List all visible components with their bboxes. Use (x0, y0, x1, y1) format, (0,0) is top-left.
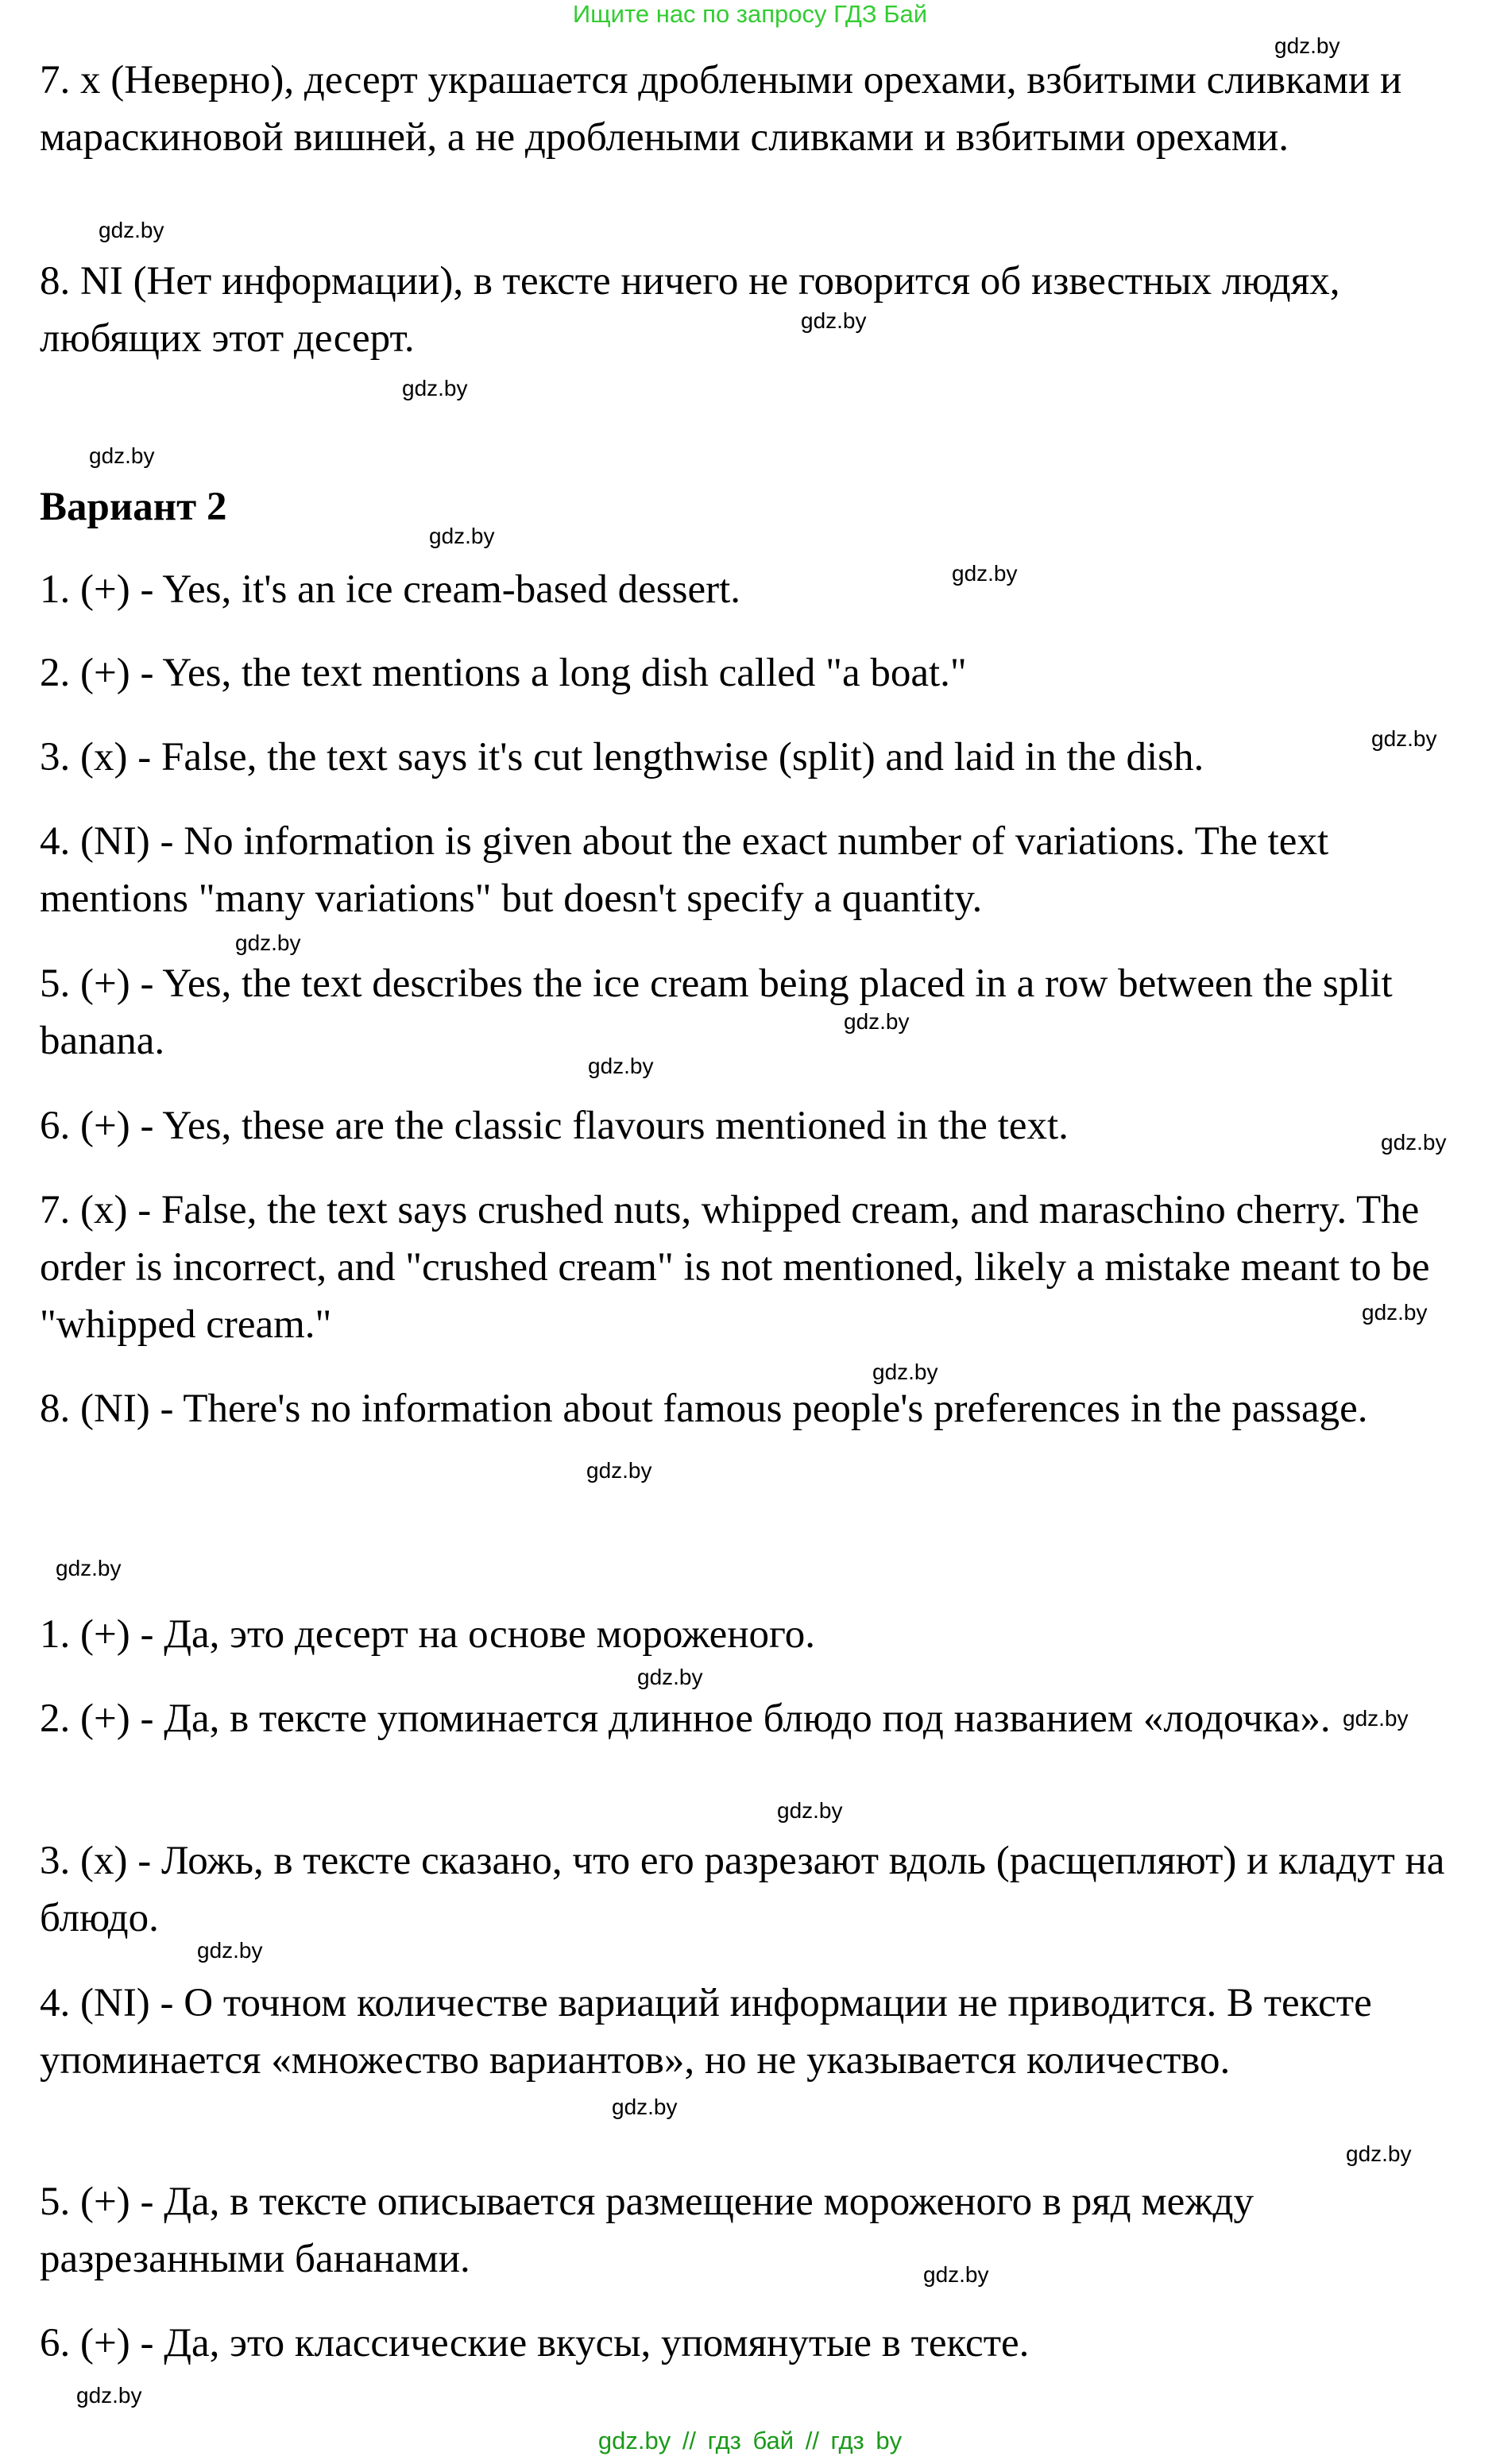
answer-ru-v2-1: 1. (+) - Да, это десерт на основе мороженого. (40, 1612, 815, 1657)
watermark: gdz.by (197, 1938, 263, 1963)
search-banner[interactable]: Ищите нас по запросу ГДЗ Бай (572, 0, 928, 28)
watermark: gdz.by (402, 376, 468, 400)
watermark: gdz.by (56, 1556, 122, 1580)
watermark: gdz.by (586, 1458, 652, 1483)
watermark: gdz.by (801, 308, 867, 333)
watermark: gdz.by (429, 524, 495, 548)
answer-ru-v2-4: 4. (NI) - О точном количестве вариаций информации не приводится. В тексте упоминается «множество вариантов», но не указывается количество. (40, 1981, 1372, 2083)
watermark: gdz.by (1274, 33, 1340, 58)
answer-ru-8: 8. NI (Нет информации), в тексте ничего не говорится об известных людях, любящих этот десерт. (40, 259, 1340, 361)
watermark: gdz.by (89, 443, 155, 468)
watermark: gdz.by (588, 1054, 654, 1078)
watermark: gdz.by (1381, 1130, 1447, 1155)
watermark: gdz.by (235, 930, 301, 955)
watermark: gdz.by (1346, 2141, 1412, 2166)
watermark: gdz.by (777, 1798, 843, 1823)
answer-en-5: 5. (+) - Yes, the text describes the ice cream being placed in a row between the split banana. (40, 961, 1393, 1063)
watermark: gdz.by (76, 2383, 142, 2408)
answer-en-8: 8. (NI) - There's no information about famous people's preferences in the passage. (40, 1387, 1368, 1431)
watermark: gdz.by (1343, 1706, 1409, 1731)
answer-en-2: 2. (+) - Yes, the text mentions a long dish called "a boat." (40, 651, 967, 695)
answer-ru-7: 7. х (Неверно), десерт украшается дроблеными орехами, взбитыми сливками и мараскиновой вишней, а не дроблеными сливками и взбитыми орехами. (40, 58, 1402, 160)
answer-en-1: 1. (+) - Yes, it's an ice cream-based dessert. (40, 567, 741, 612)
watermark: gdz.by (923, 2262, 989, 2287)
watermark: gdz.by (99, 218, 164, 242)
watermark: gdz.by (612, 2095, 678, 2119)
footer-links[interactable]: gdz.by // гдз бай // гдз by (597, 2427, 903, 2454)
watermark: gdz.by (952, 561, 1018, 586)
answer-en-3: 3. (x) - False, the text says it's cut lengthwise (split) and laid in the dish. (40, 735, 1204, 779)
watermark: gdz.by (844, 1009, 910, 1034)
variant-2-heading: Вариант 2 (40, 485, 227, 529)
answer-en-7: 7. (x) - False, the text says crushed nuts, whipped cream, and maraschino cherry. The order is incorrect, and "crushed cream" is not mentioned, likely a mistake meant to be "whipped cream." (40, 1188, 1430, 1347)
watermark: gdz.by (1362, 1300, 1428, 1325)
answer-ru-v2-5: 5. (+) - Да, в тексте описывается размещение мороженого в ряд между разрезанными бананами. (40, 2180, 1254, 2281)
answer-en-6: 6. (+) - Yes, these are the classic flavours mentioned in the text. (40, 1104, 1069, 1148)
answer-ru-v2-2: 2. (+) - Да, в тексте упоминается длинное блюдо под названием «лодочка». (40, 1696, 1331, 1741)
watermark: gdz.by (872, 1360, 938, 1384)
answer-ru-v2-3: 3. (x) - Ложь, в тексте сказано, что его разрезают вдоль (расщепляют) и кладут на блюдо. (40, 1839, 1445, 1940)
answer-ru-v2-6: 6. (+) - Да, это классические вкусы, упомянутые в тексте. (40, 2321, 1030, 2365)
watermark: gdz.by (1371, 726, 1437, 751)
answer-en-4: 4. (NI) - No information is given about the exact number of variations. The text mentions "many variations" but doesn't specify a quantity. (40, 819, 1329, 921)
watermark: gdz.by (637, 1665, 703, 1689)
